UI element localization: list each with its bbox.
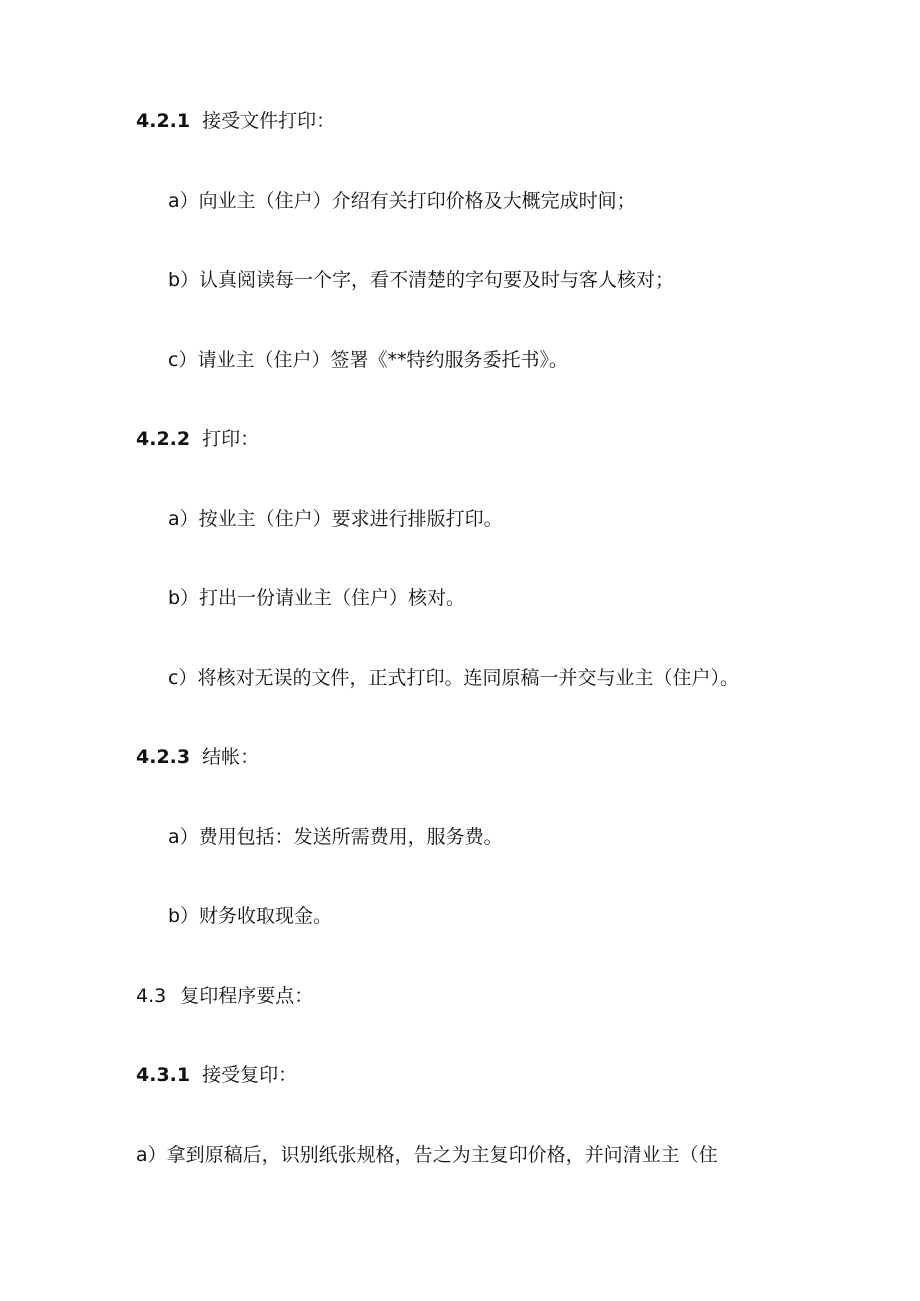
section-4-2-1-heading (136, 109, 335, 133)
list-item: a）按业主（住户）要求进行排版打印。 (168, 508, 503, 530)
section-title: 接受复印： (202, 1064, 298, 1086)
section-number: 4.3.1 (136, 1064, 191, 1086)
section-number: 4.3 (136, 985, 167, 1007)
list-item: c）将核对无误的文件，正式打印。连同原稿一并交与业主（住户）。 (168, 667, 739, 689)
list-item: b）打出一份请业主（住户）核对。 (168, 587, 466, 609)
section-title: 复印程序要点： (180, 985, 314, 1007)
section-title: 打印： (202, 428, 260, 450)
section-4-3-1-heading (136, 1063, 297, 1087)
list-item: a）向业主（住户）介绍有关打印价格及大概完成时间； (168, 190, 636, 212)
section-title: 接受文件打印： (202, 110, 336, 132)
list-item: a）费用包括：发送所需费用，服务费。 (168, 826, 503, 848)
section-title: 结帐： (202, 746, 260, 768)
list-item: a）拿到原稿后，识别纸张规格，告之为主复印价格，并问清业主（住 (136, 1144, 718, 1166)
list-item: b）财务收取现金。 (168, 905, 333, 927)
list-item: b）认真阅读每一个字，看不清楚的字句要及时与客人核对； (168, 269, 675, 291)
section-number: 4.2.1 (136, 110, 191, 132)
section-4-2-2-heading (136, 427, 259, 451)
section-4-3-heading (136, 984, 313, 1008)
section-4-2-3-heading (136, 745, 259, 769)
list-item: c）请业主（住户）签署《**特约服务委托书》。 (168, 349, 568, 371)
section-number: 4.2.3 (136, 746, 191, 768)
section-number: 4.2.2 (136, 428, 191, 450)
